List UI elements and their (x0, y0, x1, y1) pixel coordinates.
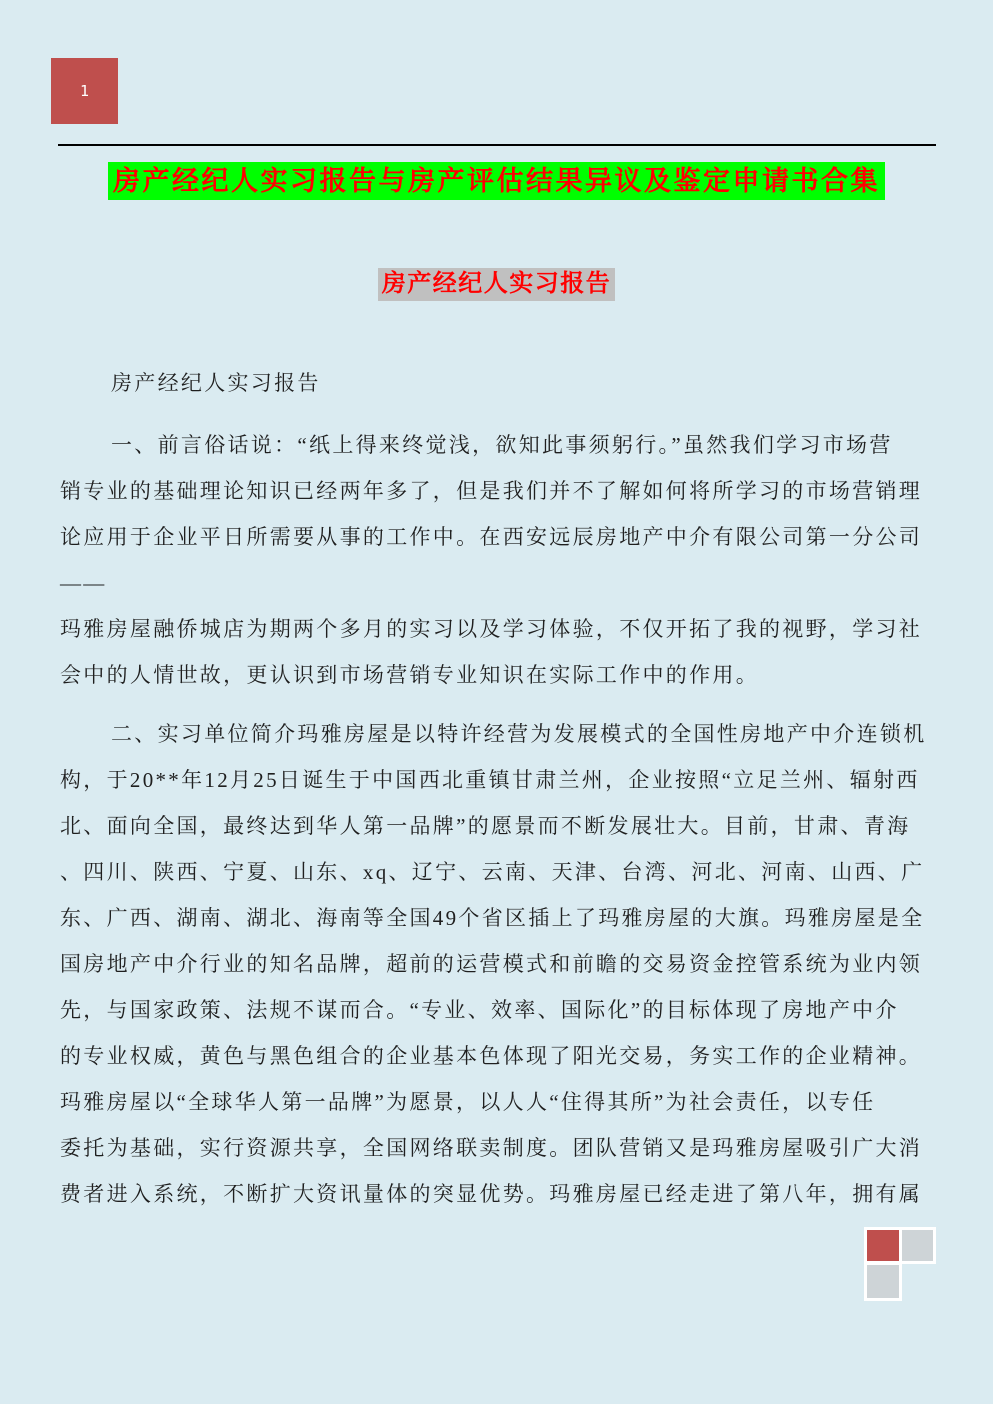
page-number-badge (51, 58, 118, 124)
body-line: 委托为基础，实行资源共享，全国网络联卖制度。团队营销又是玛雅房屋吸引广大消 (60, 1136, 923, 1160)
body-line: 一、前言俗话说：“纸上得来终觉浅，欲知此事须躬行。”虽然我们学习市场营 (111, 433, 893, 457)
body-line: 先，与国家政策、法规不谋而合。“专业、效率、国际化”的目标体现了房地产中介 (60, 998, 899, 1022)
body-line: 会中的人情世故，更认识到市场营销专业知识在实际工作中的作用。 (60, 663, 759, 687)
body-line: 费者进入系统，不断扩大资讯量体的突显优势。玛雅房屋已经走进了第八年，拥有属 (60, 1182, 923, 1206)
body-line: 论应用于企业平日所需要从事的工作中。在西安远辰房地产中介有限公司第一分公司 (60, 525, 923, 549)
corner-logo-gray-square-right (902, 1230, 933, 1261)
body-line: 东、广西、湖南、湖北、海南等全国49个省区插上了玛雅房屋的大旗。玛雅房屋是全 (60, 906, 925, 930)
page-number: 1 (79, 82, 90, 100)
body-line: 二、实习单位简介玛雅房屋是以特许经营为发展模式的全国性房地产中介连锁机 (111, 722, 927, 746)
paragraph (60, 422, 933, 606)
body-line: 的专业权威，黄色与黑色组合的企业基本色体现了阳光交易，务实工作的企业精神。 (60, 1044, 923, 1068)
body-line: 玛雅房屋以“全球华人第一品牌”为愿景，以人人“住得其所”为社会责任，以专任 (60, 1090, 876, 1114)
body-heading: 房产经纪人实习报告 (111, 371, 321, 395)
header-divider (58, 144, 936, 146)
body-line: 构，于20**年12月25日诞生于中国西北重镇甘肃兰州，企业按照“立足兰州、辐射西 (60, 768, 920, 792)
section-title: 房产经纪人实习报告 (378, 268, 616, 301)
body-line: 、四川、陕西、宁夏、山东、xq、辽宁、云南、天津、台湾、河北、河南、山西、广 (60, 860, 925, 884)
paragraph (60, 606, 933, 698)
paragraph (60, 711, 933, 1217)
sub-title-row (0, 268, 993, 301)
body-line: —— (60, 571, 107, 595)
document-title: 房产经纪人实习报告与房产评估结果异议及鉴定申请书合集 (108, 162, 885, 200)
body-line: 北、面向全国，最终达到华人第一品牌”的愿景而不断发展壮大。目前，甘肃、青海 (60, 814, 911, 838)
document-body (60, 360, 933, 1217)
body-line: 玛雅房屋融侨城店为期两个多月的实习以及学习体验，不仅开拓了我的视野，学习社 (60, 617, 923, 641)
corner-logo-gray-square-bottom (867, 1265, 899, 1298)
body-line: 国房地产中介行业的知名品牌，超前的运营模式和前瞻的交易资金控管系统为业内领 (60, 952, 923, 976)
body-line: 销专业的基础理论知识已经两年多了，但是我们并不了解如何将所学习的市场营销理 (60, 479, 923, 503)
corner-logo-red-square (867, 1230, 899, 1261)
main-title-row (0, 162, 993, 200)
